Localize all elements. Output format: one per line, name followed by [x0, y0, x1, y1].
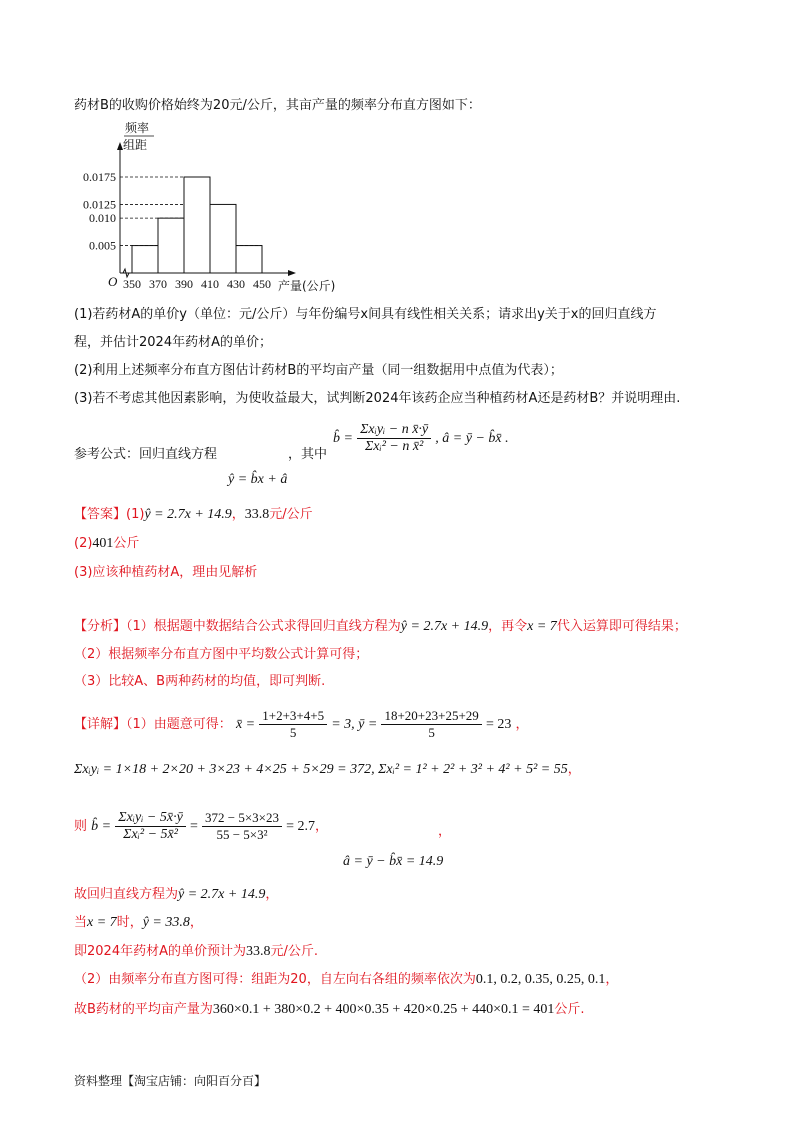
detail-1-pre: （1）由题意可得：	[126, 717, 232, 732]
detail-3-frac2	[202, 810, 282, 843]
x-tick-label: 370	[149, 277, 167, 291]
answer-tag: 【答案】	[74, 507, 127, 522]
histogram-bar	[210, 204, 236, 273]
detail-6-post: 元/公斤.	[270, 944, 318, 959]
detail-8-post: 公斤.	[554, 1002, 585, 1017]
detail-1-yden: 5	[428, 725, 435, 740]
analysis-tag: 【分析】	[74, 619, 127, 634]
answer-2	[74, 534, 139, 554]
x-tick-label: 410	[201, 277, 219, 291]
detail-8-equation: 360×0.1 + 380×0.2 + 400×0.35 + 420×0.25 + 440×0.1 = 401	[212, 1002, 555, 1017]
detail-2	[74, 760, 581, 780]
detail-3-frac1	[115, 810, 186, 843]
detail-6-pre: 即2024年药材A的单价预计为	[74, 944, 246, 959]
analysis-1-equation: ŷ = 2.7x + 14.9	[400, 619, 489, 634]
question-1-line-a: (1)若药材A的单价y（单位：元/公斤）与年份编号x间具有线性相关关系；请求出y关于x的回归直线方	[74, 307, 657, 322]
detail-3-result: = 2.7	[286, 819, 316, 834]
y-tick-label: 0.0125	[83, 197, 116, 212]
histogram-bar	[236, 246, 262, 273]
x-axis-label: 产量(公斤)	[278, 279, 336, 293]
detail-1-ynum: 18+20+23+25+29	[381, 708, 481, 725]
analysis-2: （2）根据频率分布直方图中平均数公式计算可得；	[74, 647, 369, 662]
detail-1-xnum: 1+2+3+4+5	[259, 708, 327, 725]
detail-3	[74, 810, 328, 843]
detail-1-xden: 5	[289, 725, 297, 740]
answer-1-sep: ，	[231, 507, 245, 522]
detail-7-pre: （2）由频率分布直方图可得：组距为20，自左向右各组的频率依次为	[74, 972, 476, 987]
detail-3-a: â = ȳ − b̂x̄ = 14.9	[343, 854, 444, 869]
detail-5-pre: 当	[74, 915, 88, 930]
answer-1-value: 33.8	[244, 507, 270, 522]
detail-4-equation: ŷ = 2.7x + 14.9	[178, 887, 266, 902]
reference-numerator: Σxᵢyᵢ − n x̄·ȳ	[357, 422, 431, 439]
analysis-1-mid: ，再令	[488, 619, 528, 634]
reference-b-formula	[333, 422, 509, 455]
detail-6	[74, 942, 318, 962]
answer-2-prefix: (2)	[74, 536, 93, 551]
reference-a: , â = ȳ − b̂x̄ .	[435, 431, 509, 446]
reference-label: 参考公式：回归直线方程	[74, 447, 218, 462]
detail-1-yfrac	[381, 708, 481, 741]
question-1-line-b: 程，并估计2024年药材A的单价；	[74, 335, 272, 350]
analysis-1-pre: （1）根据题中数据结合公式求得回归直线方程为	[126, 619, 401, 634]
detail-1-math	[235, 708, 516, 740]
detail-3-comma2: ，	[438, 824, 452, 839]
detail-5	[74, 913, 203, 933]
answer-2-unit: 公斤	[113, 536, 140, 551]
analysis-1-post: 代入运算即可得结果；	[556, 619, 687, 634]
detail-1-end: = 23	[485, 717, 512, 732]
detail-1-xfrac	[259, 708, 327, 741]
detail-4-pre: 故回归直线方程为	[74, 887, 179, 902]
y-tick-label: 0.005	[89, 238, 116, 253]
detail-3-num1: Σxᵢyᵢ − 5x̄·ȳ	[115, 810, 186, 827]
detail-3-num2: 372 − 5×3×23	[202, 810, 282, 827]
detail-1-mid: = 3, ȳ =	[331, 717, 378, 732]
analysis-1	[74, 617, 687, 637]
detail-3-den2: 55 − 5×3²	[216, 827, 268, 842]
detail-1-xbar: x̄ =	[235, 717, 256, 732]
analysis-3: （3）比较A、B两种药材的均值，即可判断.	[74, 674, 326, 689]
detail-5-post: ，	[189, 915, 203, 930]
x-tick-label: 350	[123, 277, 141, 291]
detail-3-eq: =	[189, 819, 198, 834]
y-tick-label: 0.010	[89, 211, 116, 226]
detail-4-post: ，	[265, 887, 279, 902]
detail-7-values: 0.1, 0.2, 0.35, 0.25, 0.1	[475, 972, 606, 987]
detail-5-mid: 时，	[116, 915, 143, 930]
detail-7	[74, 970, 618, 990]
detail-1	[74, 708, 529, 741]
detail-4	[74, 885, 278, 905]
y-label-bottom: 组距	[123, 138, 148, 152]
detail-3-pre: 则	[74, 819, 88, 834]
histogram-bar	[158, 218, 184, 273]
y-tick-label: 0.0175	[83, 170, 116, 184]
question-3: (3)若不考虑其他因素影响，为使收益最大，试判断2024年该药企应当种植药材A还是药材B？并说明理由.	[74, 391, 681, 406]
x-axis-arrow	[288, 270, 296, 276]
x-tick-label: 390	[175, 277, 193, 291]
detail-6-value: 33.8	[245, 944, 271, 959]
detail-3-den1: Σxᵢ² − 5x̄²	[123, 827, 178, 842]
answer-1-equation: ŷ = 2.7x + 14.9	[144, 507, 232, 522]
answer-1-prefix: (1)	[126, 507, 145, 522]
detail-3-b: b̂ =	[91, 819, 112, 834]
histogram-bar	[132, 246, 158, 273]
x-tick-label: 430	[227, 277, 245, 291]
histogram-chart	[70, 118, 336, 298]
reference-equation: ŷ = b̂x + â	[228, 472, 288, 487]
detail-3-comma: ，	[315, 819, 329, 834]
detail-2-comma: ，	[567, 762, 581, 777]
answer-1-unit: 元/公斤	[269, 507, 313, 522]
detail-5-x: x = 7	[87, 915, 117, 930]
detail-7-post: ，	[605, 972, 619, 987]
intro-text: 药材B的收购价格始终为20元/公斤，其亩产量的频率分布直方图如下：	[74, 98, 481, 113]
reference-mid: ，其中	[288, 447, 328, 462]
reference-denominator: Σxᵢ² − n x̄²	[364, 439, 424, 454]
y-label-top: 频率	[125, 121, 150, 135]
detail-2-math: Σxᵢyᵢ = 1×18 + 2×20 + 3×23 + 4×25 + 5×29 = 372, Σxᵢ² = 1² + 2² + 3² + 4² + 5² = 55	[74, 762, 568, 777]
reference-b: b̂ =	[333, 431, 353, 446]
detail-8-pre: 故B药材的平均亩产量为	[74, 1002, 213, 1017]
x-tick-label: 450	[253, 277, 271, 291]
detail-tag: 【详解】	[74, 717, 127, 732]
detail-5-y: ŷ = 33.8	[142, 915, 190, 930]
detail-8	[74, 1000, 585, 1020]
detail-1-comma: ，	[515, 717, 529, 732]
answer-3: (3)应该种植药材A，理由见解析	[74, 565, 258, 580]
origin-label: O	[108, 274, 118, 289]
analysis-1-x: x = 7	[527, 619, 557, 634]
question-2: (2)利用上述频率分布直方图估计药材B的平均亩产量（同一组数据用中点值为代表）；	[74, 363, 563, 378]
reference-fraction	[357, 422, 431, 455]
footer-credit: 资料整理【淘宝店铺：向阳百分百】	[74, 1074, 267, 1088]
answer-1	[74, 505, 313, 525]
histogram-bar	[184, 177, 210, 273]
answer-2-value: 401	[92, 536, 114, 551]
